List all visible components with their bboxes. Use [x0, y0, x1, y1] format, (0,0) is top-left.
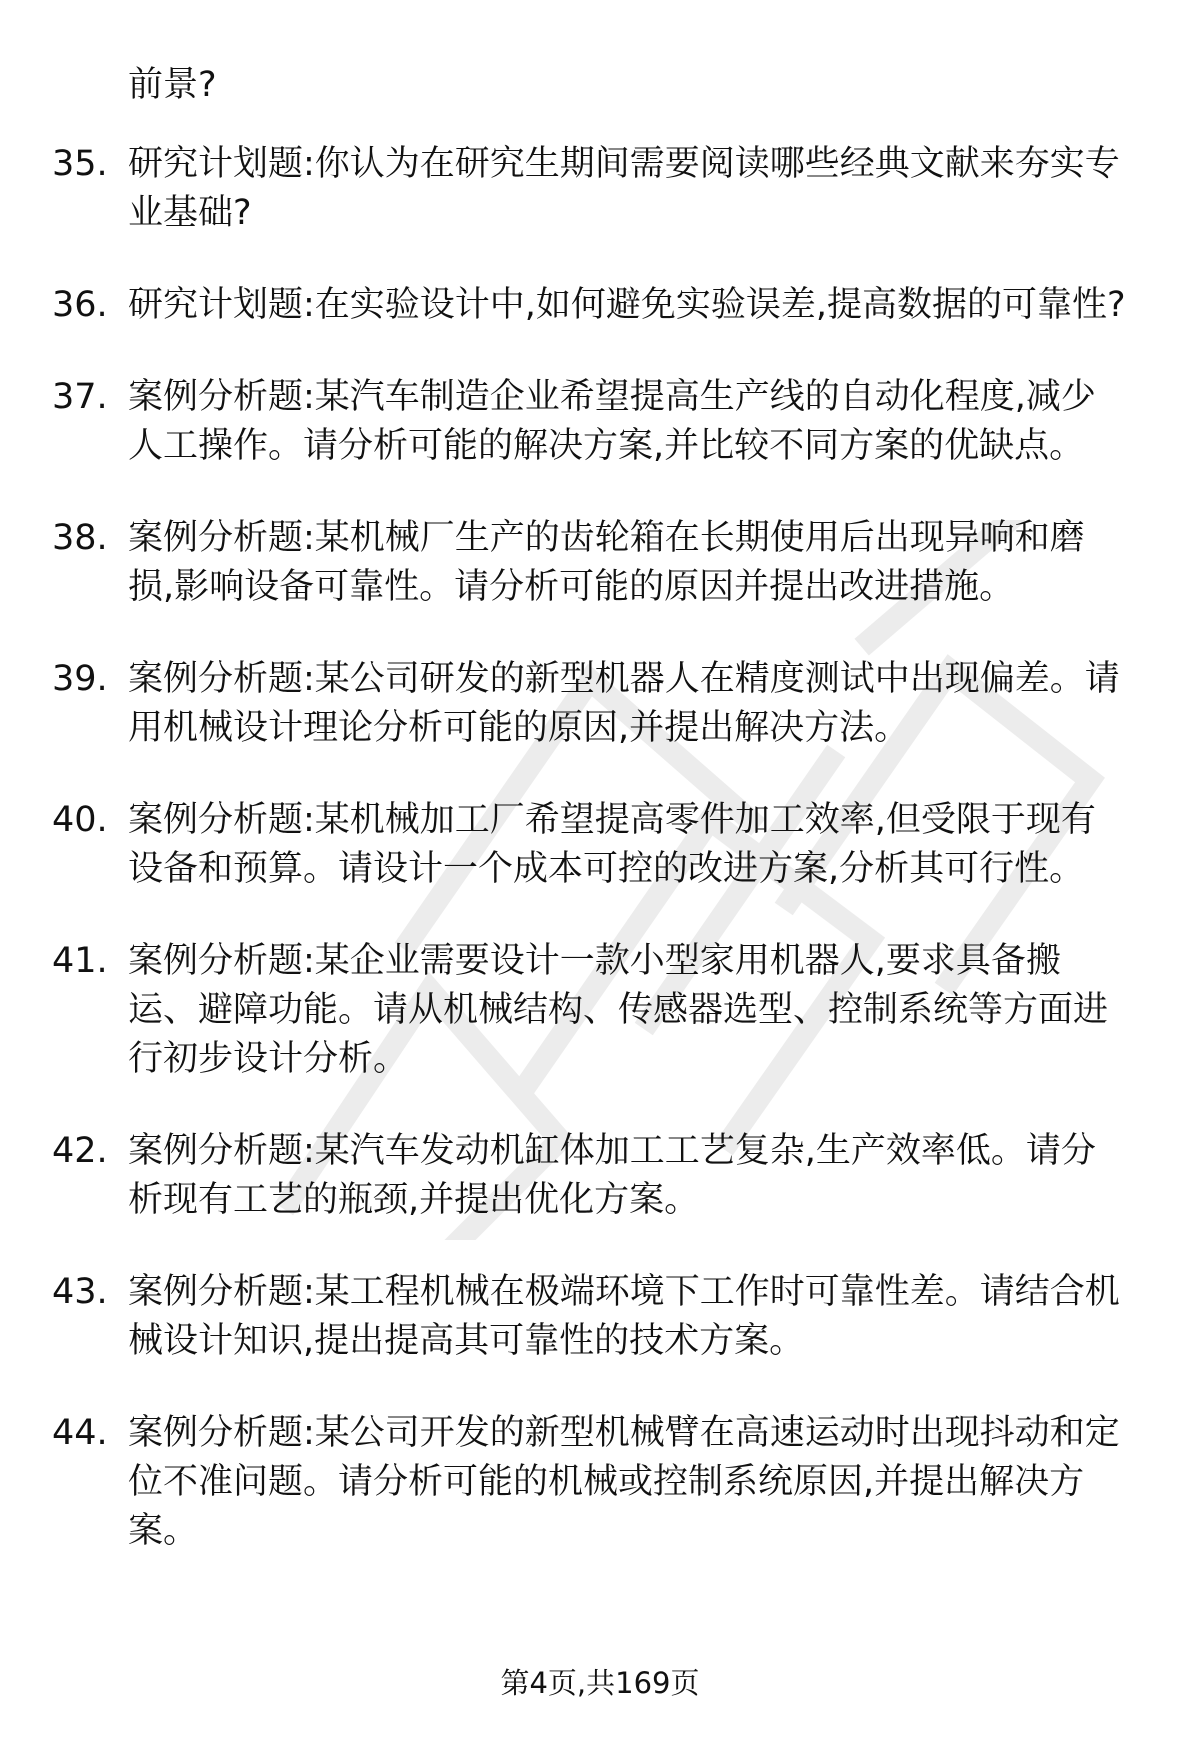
question-item: [0, 937, 1200, 1084]
question-item: [0, 1268, 1200, 1366]
question-item: [0, 281, 1200, 330]
question-list: [0, 140, 1200, 1599]
question-number: 42.: [52, 1131, 108, 1171]
question-text: 案例分析题:某汽车发动机缸体加工工艺复杂,生产效率低。请分析现有工艺的瓶颈,并提出优化方案。: [128, 1131, 1096, 1220]
page-footer: 第4页,共169页: [500, 1666, 700, 1700]
question-number: 39.: [52, 659, 108, 699]
question-text: 案例分析题:某汽车制造企业希望提高生产线的自动化程度,减少人工操作。请分析可能的解决方案,并比较不同方案的优缺点。: [128, 377, 1096, 466]
question-text: 案例分析题:某公司研发的新型机器人在精度测试中出现偏差。请用机械设计理论分析可能的原因,并提出解决方法。: [128, 659, 1120, 748]
question-text: 研究计划题:你认为在研究生期间需要阅读哪些经典文献来夯实专业基础?: [128, 144, 1120, 233]
question-number: 36.: [52, 285, 108, 325]
question-item: [0, 373, 1200, 471]
question-text: 案例分析题:某企业需要设计一款小型家用机器人,要求具备搬运、避障功能。请从机械结构、传感器选型、控制系统等方面进行初步设计分析。: [128, 941, 1109, 1079]
question-number: 40.: [52, 800, 108, 840]
continued-question-text: 前景?: [128, 65, 217, 105]
question-item: [0, 1127, 1200, 1225]
question-item: [0, 514, 1200, 612]
question-text: 案例分析题:某公司开发的新型机械臂在高速运动时出现抖动和定位不准问题。请分析可能的机械或控制系统原因,并提出解决方案。: [128, 1413, 1120, 1551]
question-number: 41.: [52, 941, 108, 981]
question-text: 研究计划题:在实验设计中,如何避免实验误差,提高数据的可靠性?: [128, 285, 1126, 325]
question-item: [0, 140, 1200, 238]
question-item: [0, 796, 1200, 894]
question-item: [0, 655, 1200, 753]
question-number: 37.: [52, 377, 108, 417]
question-number: 35.: [52, 144, 108, 184]
question-text: 案例分析题:某机械厂生产的齿轮箱在长期使用后出现异响和磨损,影响设备可靠性。请分析可能的原因并提出改进措施。: [128, 518, 1085, 607]
question-number: 44.: [52, 1413, 108, 1453]
question-text: 案例分析题:某工程机械在极端环境下工作时可靠性差。请结合机械设计知识,提出提高其可靠性的技术方案。: [128, 1272, 1120, 1361]
question-item: [0, 1409, 1200, 1556]
question-number: 43.: [52, 1272, 108, 1312]
question-number: 38.: [52, 518, 108, 558]
question-text: 案例分析题:某机械加工厂希望提高零件加工效率,但受限于现有设备和预算。请设计一个成本可控的改进方案,分析其可行性。: [128, 800, 1096, 889]
